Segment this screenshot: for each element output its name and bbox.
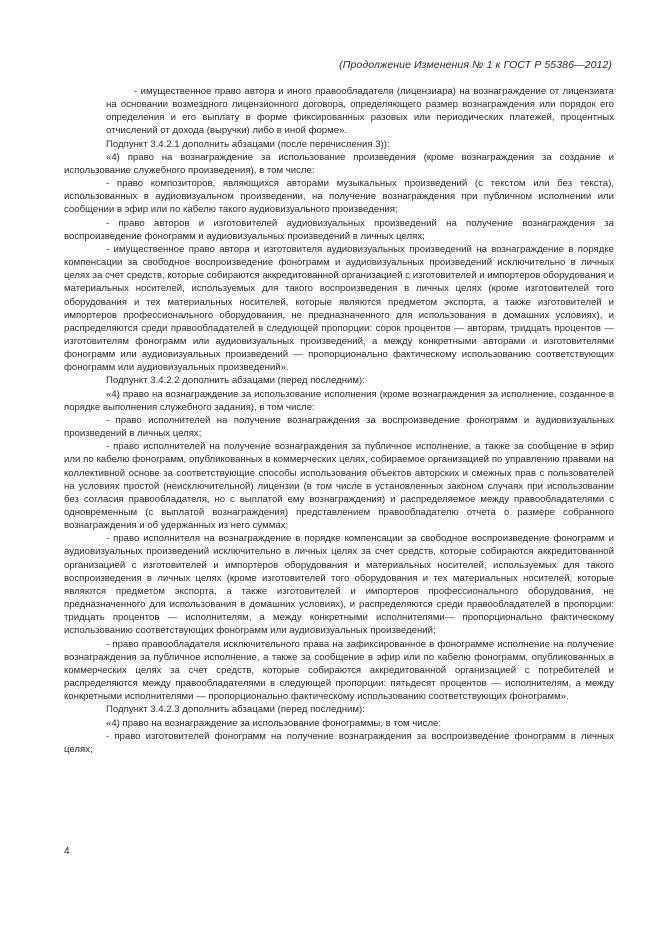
paragraph-4: - право композиторов, являющихся авторами музыкальных произведений (с текстом или без текста), использованных в аудиовизуальном произведении, на получение вознаграждения при публичном исполнении или сообщении в эфир или по кабелю такого аудиовизуального произведения; (64, 178, 614, 216)
paragraph-9: - право исполнителей на получение вознаграждения за воспроизведение фонограмм и аудиовизуальных произведений в личных целях; (64, 414, 614, 440)
document-body (64, 85, 614, 756)
paragraph-6: - имущественное право автора и изготовителя аудиовизуальных произведений на вознаграждение в порядке компенсации за свободное воспроизведение фонограмм и аудиовизуальных произведений исключительно в личных целях за счет средств, которые собираются аккредитованной организацией с изготовителей и импортеров оборудования и материальных носителей, используемых для такого воспроизведения в личных целях (кроме изготовителей того оборудования и тех материальных носителей, которые являются предметом экспорта, а также изготовителей и импортеров профессионального оборудования, не предназначенного для использования в домашних условиях), и распределяются среди правообладателей в следующей пропорции: сорок процентов — авторам, тридцать процентов — изготовителям фонограмм или аудиовизуальных произведений, а между конкретными авторами и изготовителями фонограмм или аудиовизуальных произведений — пропорционально фактическому использованию соответствующих фонограмм или аудиовизуальных произведений». (64, 243, 614, 374)
paragraph-14: «4) право на вознаграждение за использование фонограммы, в том числе: (106, 717, 442, 729)
paragraph-5: - право авторов и изготовителей аудиовизуальных произведений на получение вознаграждения за воспроизведение фонограмм и аудиовизуальных произведений в личных целях; (64, 217, 614, 242)
paragraph-10: - право исполнителей на получение вознаграждения за публичное исполнение, а также за сообщение в эфир или по кабелю фонограмм, опубликованных в коммерческих целях, собираемое организацией по управлению правами на коллективной основе за соответствующие способы использования объектов авторских и смежных прав с пользователей на условиях простой (неисключительной) лицензии (в том числе в установленных законом случаях при использовании без согласия правообладателя, но с выплатой ему вознаграждения) и распределяемое между правообладателями с одновременным (с выплатой вознаграждения) представлением правообладателю отчета о размере собранного вознаграждения и об удержанных из него суммах; (64, 441, 614, 532)
paragraph-11: - право исполнителя на вознаграждение в порядке компенсации за свободное воспроизведение фонограмм и аудиовизуальных произведений исключительно в личных целях за счет средств, которые собираются аккредитованной организацией с изготовителей и импортеров оборудования и материальных носителей, используемых для такого воспроизведения в личных целях (кроме изготовителей того оборудования и тех материальных носителей, которые являются предметом экспорта, а также изготовителей и импортеров профессионального оборудования, не предназначенного для использования в домашних условиях), и распределяются среди правообладателей в пропорции: тридцать процентов — исполнителям, а между конкретными исполнителями— пропорционально фактическому использованию соответствующих фонограмм или аудиовизуальных произведений; (64, 533, 614, 637)
paragraph-8: «4) право на вознаграждение за использование исполнения (кроме вознаграждения за исполнение, созданное в порядке выполнения служебного задания), в том числе: (64, 388, 614, 413)
page-number: 4 (64, 846, 70, 857)
paragraph-15: - право изготовителей фонограмм на получение вознаграждения за воспроизведение фонограмм в личных целях; (64, 730, 614, 755)
page-header: (Продолжение Изменения № 1 к ГОСТ Р 55386—2012) (339, 59, 612, 71)
paragraph-12: - право правообладателя исключительного права на зафиксированное в фонограмме исполнение на получение вознаграждения за публичное исполнение, а также за сообщение в эфир или по кабелю фонограмм, опубликованных в коммерческих целях за счет средств, которые собираются аккредитованной организацией с потребителей и распределяются между правообладателями в следующей пропорции: пятьдесят процентов — исполнителям, а между конкретными исполнителями — пропорционально фактическому использованию соответствующих фонограмм». (64, 638, 614, 703)
paragraph-1: - имущественное право автора и иного правообладателя (лицензиара) на вознаграждение от лицензиата на основании возмездного лицензионного договора, определяющего размер вознаграждения или порядок его определения и его выплату в форме фиксированных разовых или периодических платежей, процентных отчислений от дохода (выручки) либо в иной форме». (106, 86, 614, 137)
paragraph-13: Подпункт 3.4.2.3 дополнить абзацами (перед последним): (106, 704, 365, 716)
paragraph-7: Подпункт 3.4.2.2 дополнить абзацами (перед последним): (106, 375, 365, 387)
paragraph-2: Подпункт 3.4.2.1 дополнить абзацами (после перечисления 3)): (106, 138, 390, 150)
paragraph-3: «4) право на вознаграждение за использование произведения (кроме вознаграждения за создание и использование служебного произведения), в том числе: (64, 151, 614, 176)
